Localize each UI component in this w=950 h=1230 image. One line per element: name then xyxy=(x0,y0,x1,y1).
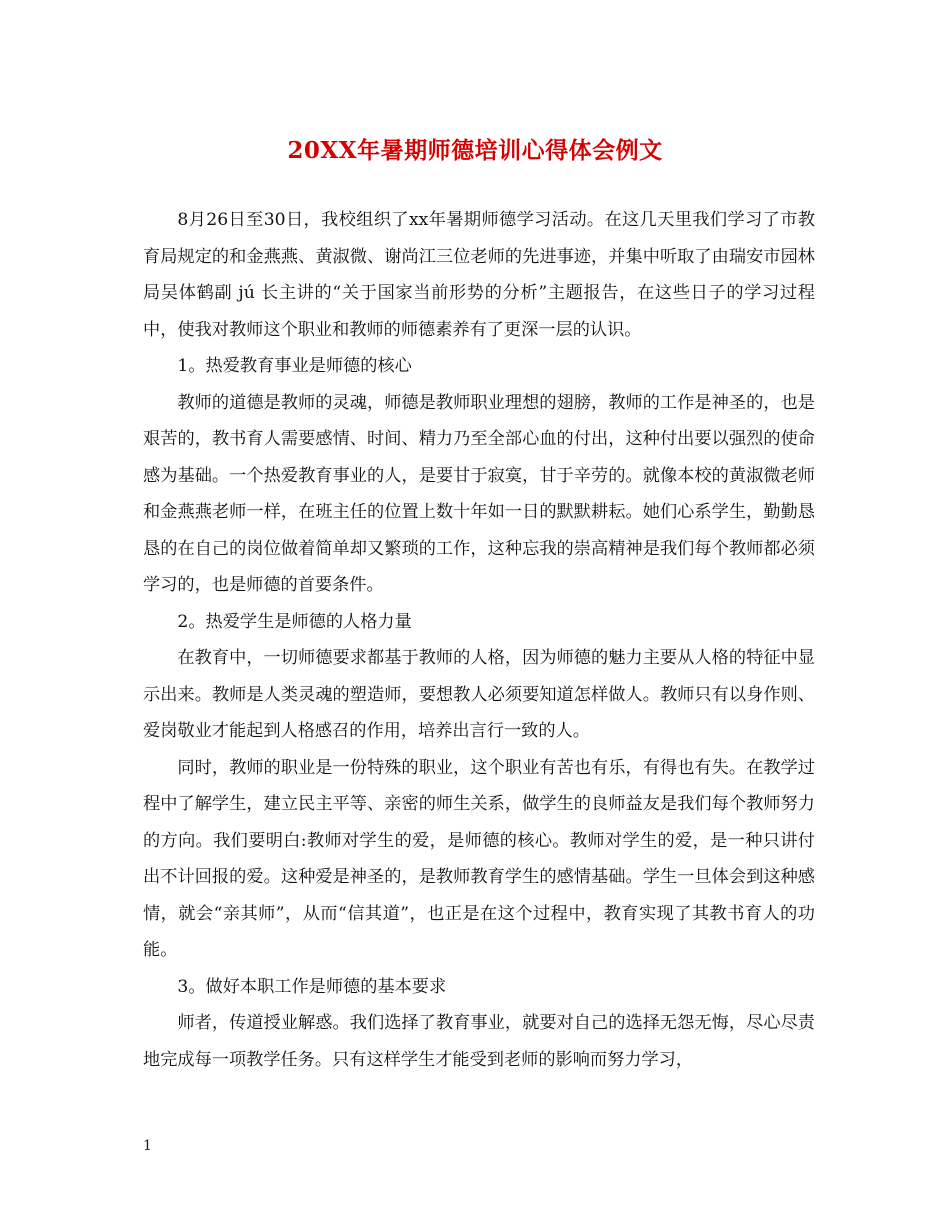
document-body xyxy=(143,202,815,1078)
paragraph-section-3: 师者，传道授业解惑。我们选择了教育事业，就要对自己的选择无怨无悔，尽心尽责地完成每一项教学任务。只有这样学生才能受到老师的影响而努力学习， xyxy=(143,1013,815,1070)
paragraph-intro: 8月26日至30日，我校组织了xx年暑期师德学习活动。在这几天里我们学习了市教育局规定的和金燕燕、黄淑微、谢尚江三位老师的先进事迹，并集中听取了由瑞安市园林局吴体鹤副 jú 长主讲的“关于国家当前形势的分析”主题报告，在这些日子的学习过程中，使我对教师这个职业和教师的师德素养有了更深一层的认识。 xyxy=(143,210,815,340)
page-number: 1 xyxy=(143,1138,152,1154)
document-title: 20XX年暑期师德培训心得体会例文 xyxy=(287,137,663,164)
section-heading-3: 3。做好本职工作是师德的基本要求 xyxy=(177,976,447,997)
paragraph-section-1: 教师的道德是教师的灵魂，师德是教师职业理想的翅膀，教师的工作是神圣的，也是艰苦的，教书育人需要感情、时间、精力乃至全部心血的付出，这种付出要以强烈的使命感为基础。一个热爱教育事业的人，是要甘于寂寞，甘于辛劳的。就像本校的黄淑微老师和金燕燕老师一样，在班主任的位置上数十年如一日的默默耕耘。她们心系学生，勤勤恳恳的在自己的岗位做着简单却又繁琐的工作，这种忘我的崇高精神是我们每个教师都必须学习的，也是师德的首要条件。 xyxy=(143,392,815,595)
paragraph-section-2b: 同时，教师的职业是一份特殊的职业，这个职业有苦也有乐，有得也有失。在教学过程中了解学生，建立民主平等、亲密的师生关系，做学生的良师益友是我们每个教师努力的方向。我们要明白:教师对学生的爱，是师德的核心。教师对学生的爱，是一种只讲付出不计回报的爱。这种爱是神圣的，是教师教育学生的感情基础。学生一旦体会到这种感情，就会“亲其师”，从而“信其道”，也正是在这个过程中，教育实现了其教书育人的功能。 xyxy=(143,757,815,960)
paragraph-section-2a: 在教育中，一切师德要求都基于教师的人格，因为师德的魅力主要从人格的特征中显示出来。教师是人类灵魂的塑造师，要想教人必须要知道怎样做人。教师只有以身作则、爱岗敬业才能起到人格感召的作用，培养出言行一致的人。 xyxy=(143,648,815,741)
section-heading-2: 2。热爱学生是师德的人格力量 xyxy=(177,611,412,632)
section-heading-1: 1。热爱教育事业是师德的核心 xyxy=(177,356,412,376)
